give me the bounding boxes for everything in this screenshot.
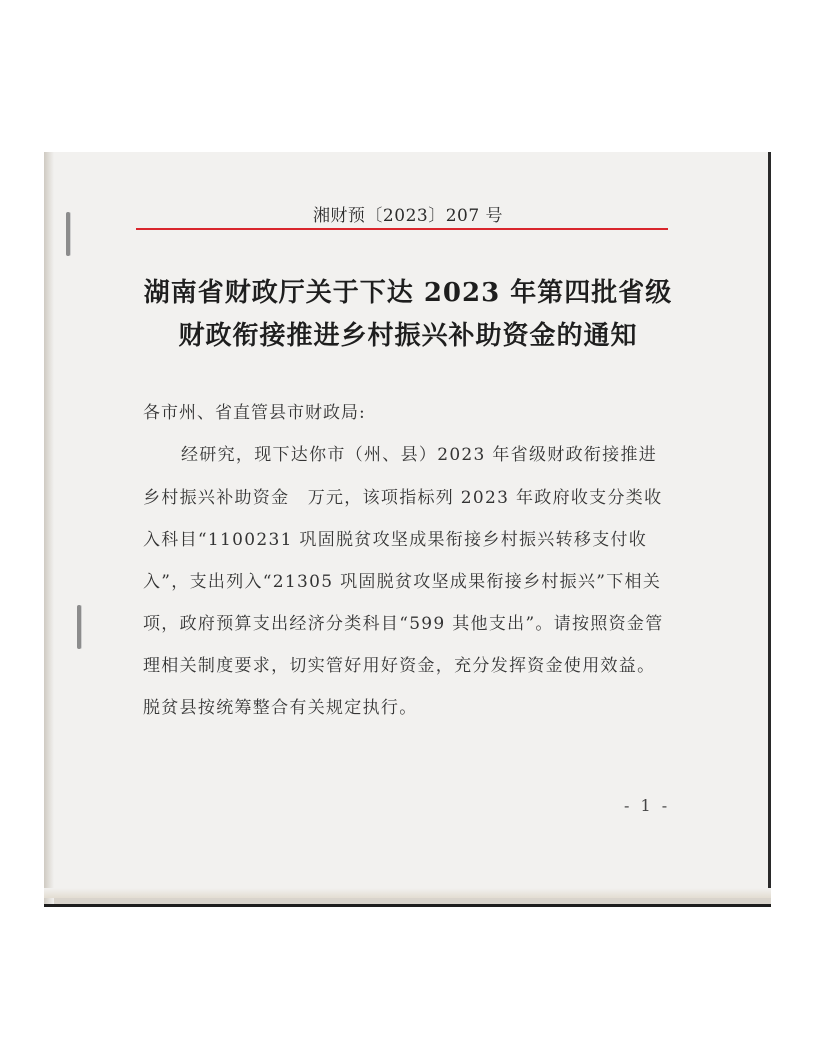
body-line-4: 入”，支出列入“21305 巩固脱贫攻坚成果衔接乡村振兴”下相关 (143, 572, 662, 592)
page-left-edge-shadow (44, 152, 54, 904)
body-line-3: 入科目“1100231 巩固脱贫攻坚成果衔接乡村振兴转移支付收 (143, 530, 648, 550)
body-line-2: 乡村振兴补助资金 万元，该项指标列 2023 年政府收支分类收 (143, 488, 663, 508)
salutation: 各市州、省直管县市财政局: (143, 403, 366, 423)
page-bottom-shadow (44, 888, 771, 898)
staple-bottom (77, 605, 81, 649)
body-line-7: 脱贫县按统筹整合有关规定执行。 (143, 698, 418, 718)
page-number: - 1 - (624, 796, 671, 815)
body-line-5: 项，政府预算支出经济分类科目“599 其他支出”。请按照资金管 (143, 614, 664, 634)
document-title-line-2: 财政衔接推进乡村振兴补助资金的通知 (178, 321, 638, 351)
document-number: 湘财预〔2023〕207 号 (312, 206, 504, 226)
red-header-rule (136, 228, 668, 230)
body-line-1: 经研究，现下达你市（州、县）2023 年省级财政衔接推进 (181, 445, 658, 465)
body-line-6: 理相关制度要求，切实管好用好资金，充分发挥资金使用效益。 (143, 656, 656, 676)
document-title-line-1: 湖南省财政厅关于下达 2023 年第四批省级 (143, 278, 673, 308)
